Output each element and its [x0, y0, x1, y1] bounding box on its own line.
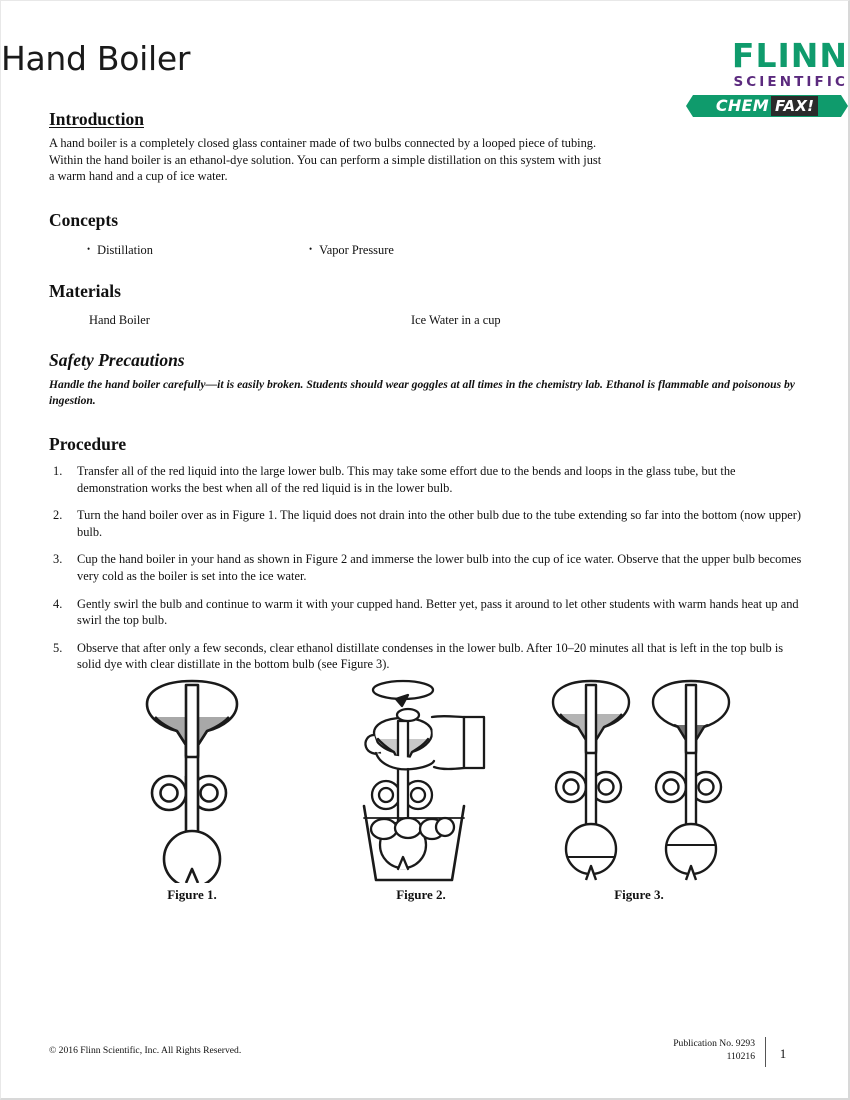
- concept-label: Vapor Pressure: [319, 243, 394, 257]
- publication-info: [673, 1037, 765, 1067]
- procedure-step-number: 5.: [53, 640, 63, 655]
- procedure-step-number: 3.: [53, 552, 63, 567]
- material-item: Ice Water in a cup: [411, 313, 501, 327]
- concepts-list: [49, 241, 649, 258]
- procedure-step: [49, 463, 803, 496]
- copyright-notice: © 2016 Flinn Scientific, Inc. All Rights Reserved.: [49, 1045, 242, 1056]
- bullet-icon: •: [309, 244, 313, 254]
- safety-precautions-text: Handle the hand boiler carefully—it is easily broken. Students should wear goggles at all times in the chemistry lab. Ethanol is flammable and poisonous by ingestion.: [49, 378, 795, 408]
- introduction-heading: Introduction: [49, 109, 144, 129]
- logo-chem-text: CHEM: [715, 96, 770, 115]
- procedure-step-text: Transfer all of the red liquid into the large lower bulb. This may take some effort due to the bends and loops in the glass tube, but the demonstration works the best when all of the red liquid is in the lower bulb.: [77, 464, 736, 495]
- concept-item: [49, 241, 309, 258]
- concept-item: [309, 241, 394, 258]
- procedure-step-number: 2.: [53, 508, 63, 523]
- concept-label: Distillation: [97, 243, 153, 257]
- procedure-heading: Procedure: [49, 434, 127, 454]
- figures-row: [49, 673, 803, 918]
- procedure-step-number: 1.: [53, 464, 63, 478]
- figure-1: [127, 673, 257, 903]
- figure-2: [341, 673, 501, 903]
- page-number: 1: [779, 1046, 787, 1061]
- procedure-step-text: Turn the hand boiler over as in Figure 1. The liquid does not drain into the other bulb due to the tube extending so far into the bottom (now upper) bulb.: [77, 508, 802, 539]
- footer-publication-block: [673, 1037, 800, 1067]
- figure-3: [539, 673, 739, 903]
- procedure-list: [49, 463, 803, 684]
- flinn-scientific-logo: [686, 36, 848, 117]
- publication-number: Publication No. 9293: [673, 1038, 755, 1049]
- procedure-step: [49, 551, 803, 584]
- page-title: Hand Boiler: [1, 39, 191, 78]
- figure-caption: Figure 2.: [396, 887, 446, 902]
- bullet-icon: •: [87, 244, 91, 254]
- procedure-step-number: 4.: [53, 596, 63, 611]
- hand-boiler-distillation-progress-diagram-icon: [544, 673, 734, 883]
- concepts-heading: Concepts: [49, 210, 119, 230]
- safety-precautions-heading: Safety Precautions: [49, 350, 185, 370]
- publication-code: 110216: [726, 1051, 755, 1062]
- logo-flinn-text: FLINN: [731, 36, 848, 75]
- procedure-step: [49, 596, 803, 629]
- materials-heading: Materials: [49, 281, 121, 301]
- procedure-step: [49, 507, 803, 540]
- materials-list: [49, 312, 669, 328]
- figure-caption: Figure 3.: [614, 887, 664, 902]
- figure-caption: Figure 1.: [167, 887, 217, 902]
- logo-scientific-text: SCIENTIFIC: [733, 74, 848, 90]
- page-footer: [49, 1037, 800, 1077]
- procedure-step-text: Gently swirl the bulb and continue to warm it with your cupped hand. Better yet, pass it around to let other students with warm hands heat up and swirl the top bulb.: [77, 596, 799, 628]
- procedure-step-text: Observe that after only a few seconds, clear ethanol distillate condenses in the lower bulb. After 10–20 minutes all that is left in the top bulb is solid dye with clear distillate in the bottom bulb (see Figure 3).: [77, 640, 784, 672]
- hand-boiler-in-ice-water-diagram-icon: [346, 673, 496, 883]
- logo-fax-text: FAX!: [771, 96, 818, 116]
- material-item: Hand Boiler: [89, 313, 150, 327]
- procedure-step-text: Cup the hand boiler in your hand as shown in Figure 2 and immerse the lower bulb into the cup of ice water. Observe that the upper bulb becomes very cold as the boiler is set into the ice water.: [77, 552, 802, 583]
- procedure-step: [49, 640, 803, 673]
- introduction-text: A hand boiler is a completely closed glass container made of two bulbs connected by a looped piece of tubing. Within the hand boiler is an ethanol-dye solution. You can perform a simple distillation on this system with just a warm hand and a cup of ice water.: [49, 136, 602, 184]
- hand-boiler-diagram-upright-icon: [137, 673, 247, 883]
- logo-chemfax-banner: [686, 95, 848, 117]
